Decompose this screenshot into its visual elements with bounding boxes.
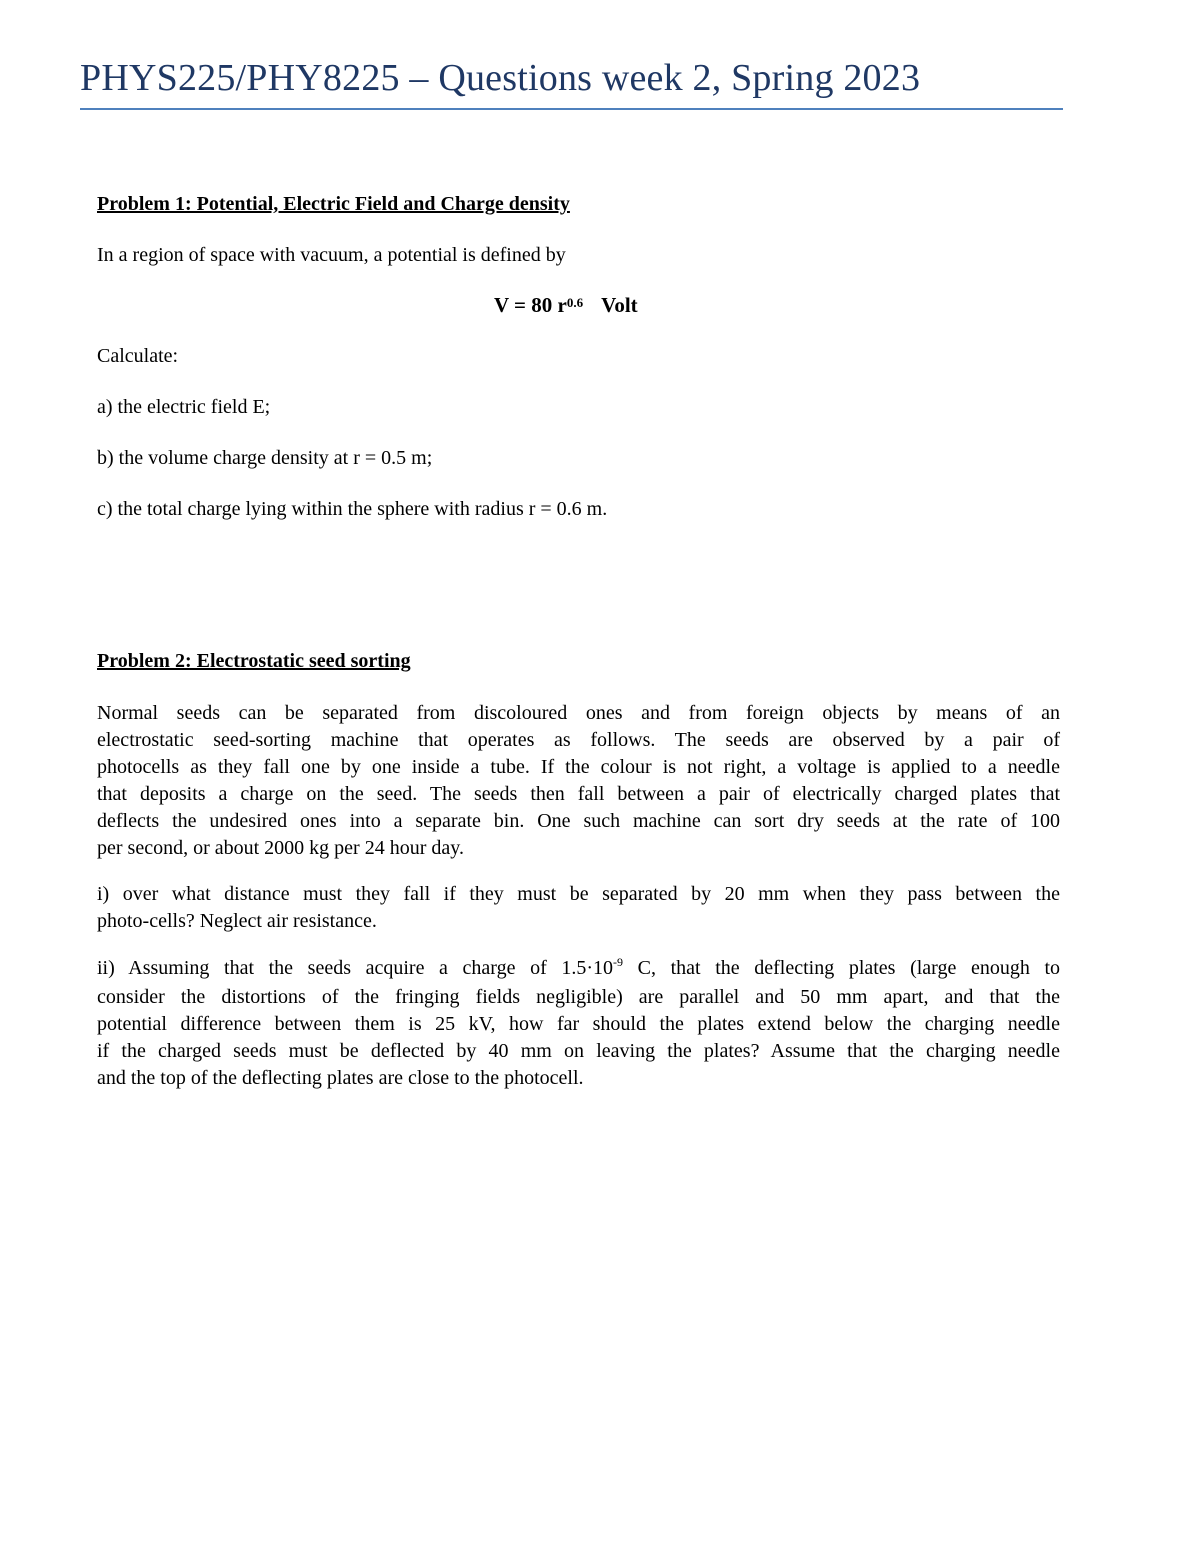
title-divider — [80, 108, 1063, 110]
paragraph-line: that deposits a charge on the seed. The seeds then fall between a pair of electrically charged plates that — [97, 783, 1060, 805]
paragraph-line: Normal seeds can be separated from discoloured ones and from foreign objects by means of an — [97, 702, 1060, 724]
charge-text-before: ii) Assuming that the seeds acquire a charge of 1.5·10 — [97, 957, 614, 979]
paragraph-line: i) over what distance must they fall if they must be separated by 20 mm when they pass between the — [97, 883, 1060, 905]
problem-2-question-ii — [97, 955, 1060, 1092]
paragraph-line: if the charged seeds must be deflected by 40 mm on leaving the plates? Assume that the charging needle — [97, 1040, 1060, 1062]
problem-1-intro: In a region of space with vacuum, a potential is defined by — [97, 244, 566, 266]
paragraph-line: electrostatic seed-sorting machine that operates as follows. The seeds are observed by a pair of — [97, 729, 1060, 751]
problem-1-item-a: a) the electric field E; — [97, 396, 271, 418]
paragraph-line: deflects the undesired ones into a separate bin. One such machine can sort dry seeds at the rate of 100 — [97, 810, 1060, 832]
problem-1-item-c: c) the total charge lying within the sphere with radius r = 0.6 m. — [97, 498, 608, 520]
equation-exponent: 0.6 — [566, 295, 584, 310]
paragraph-line — [97, 955, 1060, 984]
paragraph-line: photo-cells? Neglect air resistance. — [97, 910, 377, 932]
charge-exponent: -9 — [613, 955, 624, 969]
equation-lhs: V = 80 r — [494, 293, 567, 317]
problem-2-question-i — [97, 881, 1060, 935]
problem-1-item-b: b) the volume charge density at r = 0.5 m; — [97, 447, 433, 469]
paragraph-line: per second, or about 2000 kg per 24 hour day. — [97, 837, 464, 859]
paragraph-line: potential difference between them is 25 kV, how far should the plates extend below the charging needle — [97, 1013, 1060, 1035]
paragraph-line: and the top of the deflecting plates are close to the photocell. — [97, 1067, 584, 1089]
problem-2-intro — [97, 700, 1060, 862]
paragraph-line: photocells as they fall one by one inside a tube. If the colour is not right, a voltage is applied to a needle — [97, 756, 1060, 778]
problem-2-heading: Problem 2: Electrostatic seed sorting — [97, 650, 411, 672]
page-title: PHYS225/PHY8225 – Questions week 2, Spring 2023 — [80, 57, 921, 99]
potential-equation — [494, 292, 638, 319]
charge-text-after: C, that the deflecting plates (large enough to — [623, 957, 1061, 979]
calculate-label: Calculate: — [97, 345, 179, 367]
paragraph-line: consider the distortions of the fringing fields negligible) are parallel and 50 mm apart, and that the — [97, 986, 1060, 1008]
problem-1-heading: Problem 1: Potential, Electric Field and Charge density — [97, 193, 570, 215]
equation-unit: Volt — [601, 293, 638, 317]
